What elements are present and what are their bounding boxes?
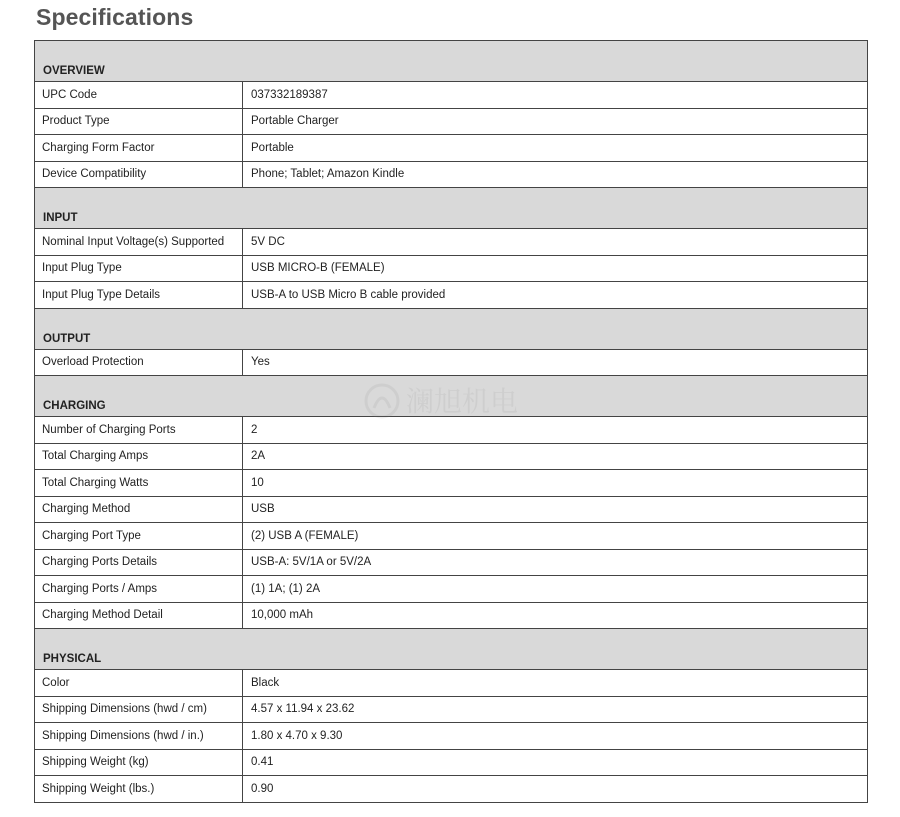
- spec-value: 037332189387: [243, 82, 868, 109]
- section-header-physical: [35, 629, 868, 670]
- spec-row: [35, 161, 868, 188]
- spec-value: 2: [243, 417, 868, 444]
- spec-value: (1) 1A; (1) 2A: [243, 576, 868, 603]
- spec-value: USB MICRO-B (FEMALE): [243, 255, 868, 282]
- spec-row: [35, 282, 868, 309]
- spec-row: [35, 417, 868, 444]
- spec-value: Black: [243, 670, 868, 697]
- section-title: OUTPUT: [35, 308, 868, 349]
- spec-row: [35, 443, 868, 470]
- spec-value: 1.80 x 4.70 x 9.30: [243, 723, 868, 750]
- spec-label: Input Plug Type: [35, 255, 243, 282]
- spec-value: 10: [243, 470, 868, 497]
- spec-label: Product Type: [35, 108, 243, 135]
- spec-value: 10,000 mAh: [243, 602, 868, 629]
- spec-row: [35, 255, 868, 282]
- spec-value: (2) USB A (FEMALE): [243, 523, 868, 550]
- spec-label: UPC Code: [35, 82, 243, 109]
- spec-row: [35, 776, 868, 803]
- spec-row: [35, 602, 868, 629]
- spec-label: Total Charging Watts: [35, 470, 243, 497]
- spec-label: Charging Method Detail: [35, 602, 243, 629]
- spec-row: [35, 696, 868, 723]
- spec-label: Charging Port Type: [35, 523, 243, 550]
- spec-label: Nominal Input Voltage(s) Supported: [35, 229, 243, 256]
- section-header-output: [35, 308, 868, 349]
- spec-label: Device Compatibility: [35, 161, 243, 188]
- spec-row: [35, 349, 868, 376]
- section-title: OVERVIEW: [35, 41, 868, 82]
- spec-row: [35, 723, 868, 750]
- spec-row: [35, 549, 868, 576]
- spec-row: [35, 108, 868, 135]
- section-title: PHYSICAL: [35, 629, 868, 670]
- section-title: INPUT: [35, 188, 868, 229]
- spec-value: Phone; Tablet; Amazon Kindle: [243, 161, 868, 188]
- spec-row: [35, 670, 868, 697]
- spec-row: [35, 523, 868, 550]
- spec-row: [35, 135, 868, 162]
- spec-value: 0.90: [243, 776, 868, 803]
- spec-label: Shipping Dimensions (hwd / cm): [35, 696, 243, 723]
- spec-value: 4.57 x 11.94 x 23.62: [243, 696, 868, 723]
- spec-row: [35, 749, 868, 776]
- specifications-table: [34, 40, 868, 803]
- section-header-overview: [35, 41, 868, 82]
- page-title: Specifications: [36, 4, 194, 30]
- spec-label: Number of Charging Ports: [35, 417, 243, 444]
- spec-row: [35, 496, 868, 523]
- spec-value: 5V DC: [243, 229, 868, 256]
- spec-value: USB-A: 5V/1A or 5V/2A: [243, 549, 868, 576]
- spec-label: Shipping Dimensions (hwd / in.): [35, 723, 243, 750]
- spec-label: Shipping Weight (lbs.): [35, 776, 243, 803]
- specifications-table-body: [35, 41, 868, 803]
- spec-label: Total Charging Amps: [35, 443, 243, 470]
- section-header-input: [35, 188, 868, 229]
- spec-label: Input Plug Type Details: [35, 282, 243, 309]
- spec-value: USB-A to USB Micro B cable provided: [243, 282, 868, 309]
- spec-row: [35, 229, 868, 256]
- spec-row: [35, 576, 868, 603]
- spec-value: Portable Charger: [243, 108, 868, 135]
- spec-label: Charging Method: [35, 496, 243, 523]
- spec-value: 2A: [243, 443, 868, 470]
- spec-row: [35, 470, 868, 497]
- spec-label: Overload Protection: [35, 349, 243, 376]
- section-header-charging: [35, 376, 868, 417]
- section-title: CHARGING: [35, 376, 868, 417]
- spec-value: USB: [243, 496, 868, 523]
- spec-row: [35, 82, 868, 109]
- spec-label: Charging Ports / Amps: [35, 576, 243, 603]
- spec-label: Shipping Weight (kg): [35, 749, 243, 776]
- spec-value: Portable: [243, 135, 868, 162]
- spec-label: Color: [35, 670, 243, 697]
- spec-label: Charging Form Factor: [35, 135, 243, 162]
- spec-value: 0.41: [243, 749, 868, 776]
- spec-label: Charging Ports Details: [35, 549, 243, 576]
- spec-value: Yes: [243, 349, 868, 376]
